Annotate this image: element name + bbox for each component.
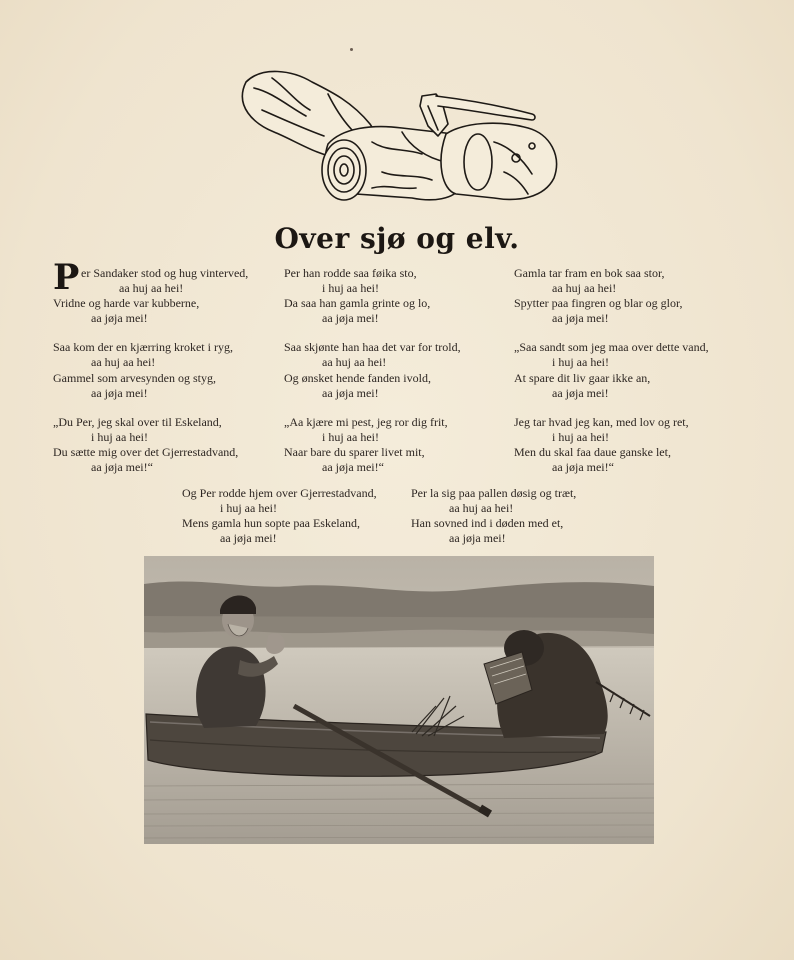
rowing-boat-illustration	[144, 556, 654, 844]
verse-line: Spytter paa fingren og blar og glor,	[514, 296, 683, 311]
verse-line: Gammel som arvesynden og styg,	[53, 370, 216, 385]
verse-line: Og Per rodde hjem over Gjerrestadvand,	[182, 486, 377, 500]
refrain-line: aa jøja mei!“	[91, 460, 153, 475]
refrain-line: i huj aa hei!	[91, 429, 148, 444]
verse-line: Naar bare du sparer livet mit,	[284, 444, 425, 459]
refrain-line: aa jøja mei!	[322, 311, 379, 326]
refrain-line: aa jøja mei!	[220, 531, 277, 546]
refrain-line: i huj aa hei!	[322, 281, 379, 296]
refrain-line: aa huj aa hei!	[552, 281, 617, 296]
verse-line: Men du skal faa daue ganske let,	[514, 444, 671, 459]
stanza	[514, 415, 746, 475]
verse-line: Saa skjønte han haa det var for trold,	[284, 340, 461, 355]
verse-line: At spare dit liv gaar ikke an,	[514, 370, 651, 385]
refrain-line: aa jøja mei!	[91, 311, 148, 326]
verse-line: Mens gamla hun sopte paa Eskeland,	[182, 516, 360, 531]
poem-title: Over sjø og elv.	[274, 222, 520, 255]
verse-line: Vridne og harde var kubberne,	[53, 296, 200, 311]
verse-line: Per han rodde saa føika sto,	[284, 266, 417, 280]
refrain-line: aa jøja mei!“	[322, 460, 384, 475]
drop-cap: P	[53, 257, 80, 298]
stanza	[284, 415, 516, 475]
stanza	[53, 257, 285, 326]
verse-line: Da saa han gamla grinte og lo,	[284, 296, 431, 311]
verse-line: Saa kom der en kjærring kroket i ryg,	[53, 340, 233, 355]
verse-line: Han sovned ind i døden med et,	[411, 516, 564, 531]
stanza	[284, 266, 516, 326]
stanza	[514, 266, 746, 326]
refrain-line: i huj aa hei!	[322, 429, 379, 444]
refrain-line: i huj aa hei!	[552, 355, 609, 370]
refrain-line: i huj aa hei!	[220, 501, 277, 516]
stanza	[53, 340, 285, 400]
wood-logs-axe-vignette	[232, 62, 562, 212]
refrain-line: aa jøja mei!	[449, 531, 506, 546]
poem-column-3	[514, 266, 746, 489]
refrain-line: aa huj aa hei!	[91, 355, 156, 370]
stanza	[53, 415, 285, 475]
stanza	[514, 340, 746, 400]
refrain-line: aa jøja mei!	[91, 385, 148, 400]
verse-line: Jeg tar hvad jeg kan, med lov og ret,	[514, 414, 689, 429]
verse-line: „Saa sandt som jeg maa over dette vand,	[514, 340, 709, 355]
verse-line: „Du Per, jeg skal over til Eskeland,	[53, 414, 222, 429]
verse-line: Per la sig paa pallen døsig og træt,	[411, 486, 577, 500]
verse-line: P er Sandaker stod og hug vinterved,	[53, 257, 249, 298]
refrain-line: aa jøja mei!“	[552, 460, 614, 475]
verse-line: „Aa kjære mi pest, jeg ror dig frit,	[284, 414, 448, 429]
poem-column-1	[53, 257, 285, 489]
closing-stanza-left	[182, 486, 412, 546]
refrain-line: aa huj aa hei!	[449, 501, 514, 516]
poem-column-2	[284, 266, 516, 489]
refrain-line: aa jøja mei!	[552, 385, 609, 400]
refrain-line: aa huj aa hei!	[119, 281, 184, 296]
verse-line: Og ønsket hende fanden ivold,	[284, 370, 431, 385]
refrain-line: i huj aa hei!	[552, 429, 609, 444]
refrain-line: aa huj aa hei!	[322, 355, 387, 370]
page-dot	[350, 48, 353, 51]
stanza	[284, 340, 516, 400]
refrain-line: aa jøja mei!	[322, 385, 379, 400]
verse-line: Gamla tar fram en bok saa stor,	[514, 266, 665, 280]
closing-stanza-right	[411, 486, 641, 546]
verse-line: Du sætte mig over det Gjerrestadvand,	[53, 444, 239, 459]
refrain-line: aa jøja mei!	[552, 311, 609, 326]
